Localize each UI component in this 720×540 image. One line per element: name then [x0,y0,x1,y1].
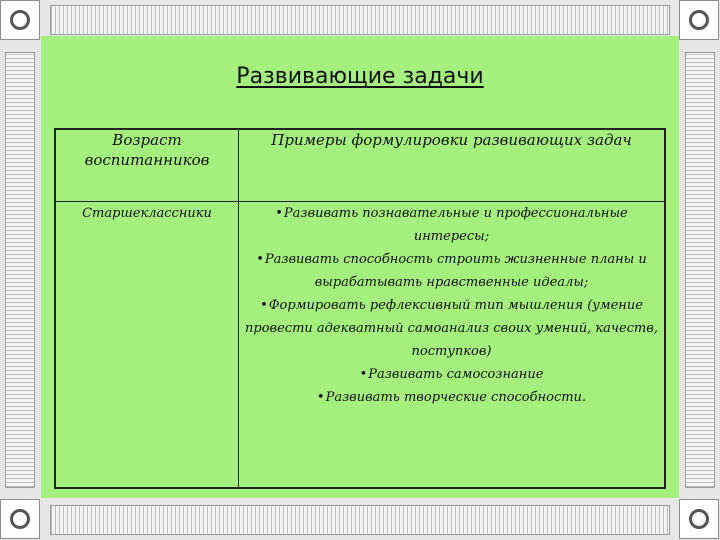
corner-ornament-bottom-right [679,499,719,539]
ring-icon [689,509,709,529]
header-age: Возраст воспитанников [55,129,239,201]
header-task-examples: Примеры формулировки развивающих задач [239,129,666,201]
task-item [239,363,664,386]
frame-bar-right [685,52,715,488]
frame-bar-top [50,5,670,35]
task-text: Развивать способность строить жизненные планы и вырабатывать нравственные идеалы; [264,251,647,290]
ring-icon [10,509,30,529]
slide [41,36,679,498]
frame-bar-left [5,52,35,488]
ring-icon [10,10,30,30]
ring-icon [689,10,709,30]
corner-ornament-bottom-left [0,499,40,539]
frame-bar-bottom [50,505,670,535]
slide-title-text: Развивающие задачи [236,64,484,89]
age-group-cell: Старшеклассники [55,201,239,488]
bullet-icon: • [316,389,325,405]
tasks-table [54,128,666,489]
table-row [55,201,665,488]
task-text: Развивать познавательные и профессиональные интересы; [283,205,628,244]
task-text: Развивать творческие способности. [325,389,587,405]
corner-ornament-top-left [0,0,40,40]
task-item [239,386,664,409]
task-text: Развивать самосознание [368,366,544,382]
bullet-icon: • [359,366,368,382]
task-list [239,202,664,409]
task-item [239,248,664,294]
bullet-icon: • [275,205,283,221]
task-item [239,294,664,363]
table-header-row [55,129,665,201]
task-text: Формировать рефлексивный тип мышления (умение провести адекватный самоанализ своих умений, качеств, поступков) [245,297,658,359]
corner-ornament-top-right [679,0,719,40]
bullet-icon: • [256,251,264,267]
bullet-icon: • [260,297,268,313]
task-item [239,202,664,248]
tasks-cell [239,201,666,488]
slide-title [41,64,679,89]
